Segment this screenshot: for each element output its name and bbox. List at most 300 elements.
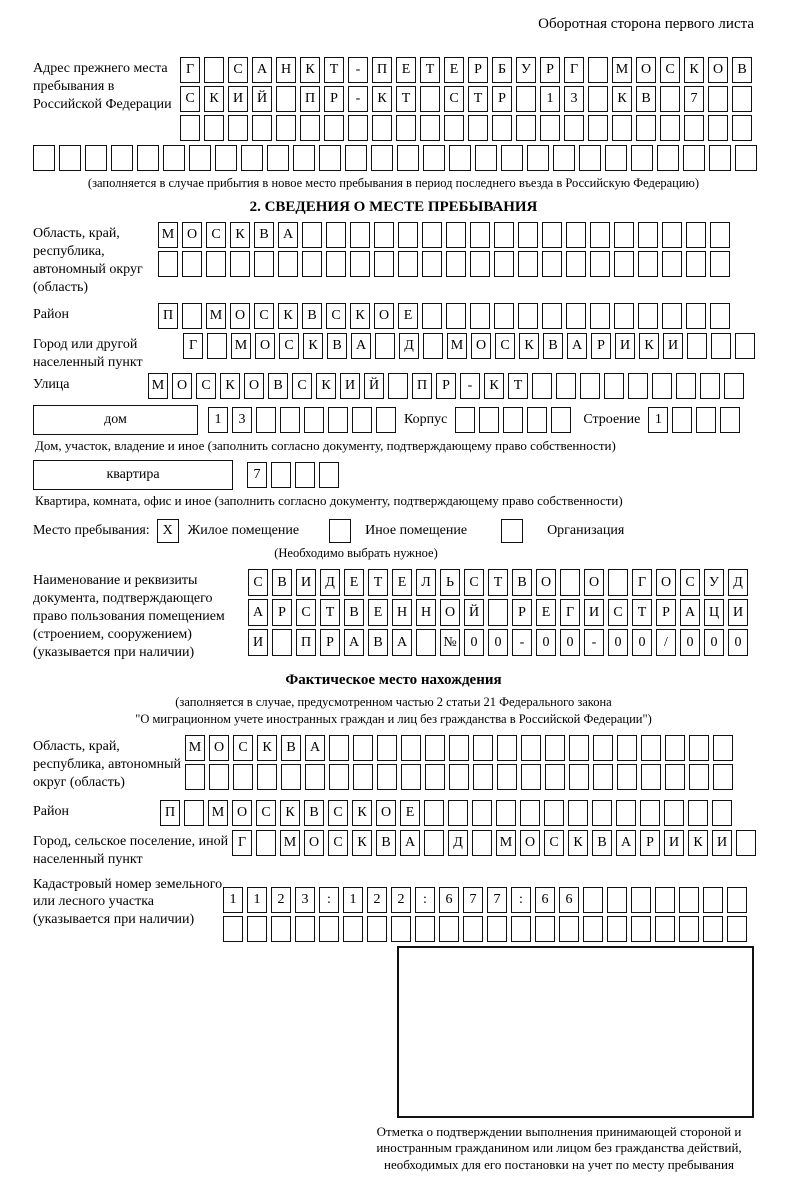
char-box[interactable]: В — [254, 222, 274, 248]
char-box[interactable] — [319, 145, 341, 171]
char-box[interactable] — [540, 115, 560, 141]
char-box[interactable] — [305, 764, 325, 790]
char-box[interactable]: С — [292, 373, 312, 399]
char-box[interactable] — [544, 800, 564, 826]
char-box[interactable]: - — [460, 373, 480, 399]
char-box[interactable] — [473, 764, 493, 790]
char-box[interactable]: 1 — [208, 407, 228, 433]
char-box[interactable]: В — [302, 303, 322, 329]
char-box[interactable]: 1 — [223, 887, 243, 913]
char-box[interactable] — [676, 373, 696, 399]
char-box[interactable] — [473, 735, 493, 761]
char-box[interactable]: И — [663, 333, 683, 359]
char-box[interactable] — [497, 764, 517, 790]
char-box[interactable] — [367, 916, 387, 942]
char-box[interactable] — [326, 222, 346, 248]
char-box[interactable] — [590, 303, 610, 329]
char-box[interactable]: С — [464, 569, 484, 596]
char-box[interactable] — [247, 916, 267, 942]
char-box[interactable] — [684, 115, 704, 141]
char-box[interactable] — [662, 303, 682, 329]
char-box[interactable]: В — [543, 333, 563, 359]
char-box[interactable]: Н — [392, 599, 412, 626]
char-box[interactable] — [590, 222, 610, 248]
char-box[interactable]: В — [512, 569, 532, 596]
char-box[interactable] — [398, 251, 418, 277]
char-box[interactable]: О — [536, 569, 556, 596]
char-box[interactable]: 0 — [536, 629, 556, 656]
char-box[interactable] — [662, 251, 682, 277]
char-box[interactable]: - — [584, 629, 604, 656]
char-box[interactable] — [686, 303, 706, 329]
char-box[interactable]: Й — [364, 373, 384, 399]
char-box[interactable]: В — [368, 629, 388, 656]
char-box[interactable] — [608, 569, 628, 596]
char-box[interactable] — [420, 115, 440, 141]
char-box[interactable]: С — [206, 222, 226, 248]
char-box[interactable] — [348, 115, 368, 141]
char-box[interactable] — [424, 830, 444, 856]
char-box[interactable]: Е — [398, 303, 418, 329]
char-box[interactable]: К — [352, 800, 372, 826]
char-box[interactable] — [300, 115, 320, 141]
char-box[interactable]: Т — [396, 86, 416, 112]
char-box[interactable]: 0 — [488, 629, 508, 656]
char-box[interactable]: 3 — [564, 86, 584, 112]
char-box[interactable] — [353, 735, 373, 761]
char-box[interactable] — [712, 800, 732, 826]
char-box[interactable] — [377, 735, 397, 761]
apartment-type-box[interactable]: квартира — [33, 460, 233, 490]
char-box[interactable] — [494, 303, 514, 329]
char-box[interactable] — [329, 735, 349, 761]
char-box[interactable]: И — [340, 373, 360, 399]
char-box[interactable] — [735, 145, 757, 171]
char-box[interactable] — [271, 462, 291, 488]
char-box[interactable]: Е — [392, 569, 412, 596]
char-box[interactable]: Ь — [440, 569, 460, 596]
char-box[interactable] — [281, 764, 301, 790]
char-box[interactable] — [689, 764, 709, 790]
char-box[interactable] — [423, 333, 443, 359]
char-box[interactable]: 6 — [439, 887, 459, 913]
char-box[interactable]: С — [228, 57, 248, 83]
char-box[interactable] — [449, 145, 471, 171]
char-box[interactable] — [640, 800, 660, 826]
char-box[interactable]: С — [328, 800, 348, 826]
char-box[interactable] — [710, 222, 730, 248]
char-box[interactable] — [204, 57, 224, 83]
char-box[interactable] — [401, 764, 421, 790]
char-box[interactable]: 0 — [728, 629, 748, 656]
char-box[interactable] — [233, 764, 253, 790]
char-box[interactable]: К — [350, 303, 370, 329]
char-box[interactable] — [319, 462, 339, 488]
char-box[interactable]: С — [444, 86, 464, 112]
char-box[interactable] — [295, 462, 315, 488]
char-box[interactable] — [588, 57, 608, 83]
char-box[interactable] — [703, 916, 723, 942]
char-box[interactable]: У — [704, 569, 724, 596]
char-box[interactable] — [184, 800, 204, 826]
char-box[interactable]: 2 — [391, 887, 411, 913]
char-box[interactable]: И — [228, 86, 248, 112]
char-box[interactable] — [724, 373, 744, 399]
char-box[interactable]: Р — [591, 333, 611, 359]
char-box[interactable] — [252, 115, 272, 141]
char-box[interactable]: П — [158, 303, 178, 329]
char-box[interactable] — [638, 303, 658, 329]
char-box[interactable] — [439, 916, 459, 942]
char-box[interactable] — [708, 115, 728, 141]
char-box[interactable] — [628, 373, 648, 399]
char-box[interactable] — [423, 145, 445, 171]
char-box[interactable]: 0 — [560, 629, 580, 656]
char-box[interactable]: 7 — [487, 887, 507, 913]
char-box[interactable] — [228, 115, 248, 141]
char-box[interactable] — [657, 145, 679, 171]
char-box[interactable] — [326, 251, 346, 277]
char-box[interactable] — [468, 115, 488, 141]
char-box[interactable]: А — [616, 830, 636, 856]
char-box[interactable] — [636, 115, 656, 141]
char-box[interactable] — [542, 251, 562, 277]
char-box[interactable]: К — [519, 333, 539, 359]
char-box[interactable] — [501, 145, 523, 171]
char-box[interactable]: С — [328, 830, 348, 856]
char-box[interactable]: С — [680, 569, 700, 596]
char-box[interactable]: 0 — [464, 629, 484, 656]
char-box[interactable] — [276, 115, 296, 141]
stay-option-checkbox-residential[interactable]: X — [157, 519, 179, 543]
char-box[interactable] — [241, 145, 263, 171]
char-box[interactable] — [638, 251, 658, 277]
char-box[interactable] — [496, 800, 516, 826]
char-box[interactable]: К — [204, 86, 224, 112]
char-box[interactable] — [732, 115, 752, 141]
char-box[interactable]: К — [688, 830, 708, 856]
char-box[interactable] — [711, 333, 731, 359]
char-box[interactable]: М — [206, 303, 226, 329]
char-box[interactable]: О — [471, 333, 491, 359]
char-box[interactable] — [422, 222, 442, 248]
char-box[interactable]: 0 — [632, 629, 652, 656]
char-box[interactable] — [631, 916, 651, 942]
char-box[interactable]: С — [248, 569, 268, 596]
char-box[interactable] — [267, 145, 289, 171]
char-box[interactable] — [736, 830, 756, 856]
char-box[interactable] — [372, 115, 392, 141]
char-box[interactable] — [415, 916, 435, 942]
char-box[interactable]: О — [708, 57, 728, 83]
char-box[interactable]: А — [278, 222, 298, 248]
char-box[interactable] — [444, 115, 464, 141]
char-box[interactable]: М — [280, 830, 300, 856]
char-box[interactable] — [59, 145, 81, 171]
char-box[interactable]: 1 — [343, 887, 363, 913]
char-box[interactable] — [687, 333, 707, 359]
char-box[interactable] — [302, 222, 322, 248]
char-box[interactable]: - — [348, 57, 368, 83]
char-box[interactable]: 3 — [232, 407, 252, 433]
char-box[interactable] — [520, 800, 540, 826]
char-box[interactable] — [352, 407, 372, 433]
char-box[interactable] — [492, 115, 512, 141]
char-box[interactable]: О — [209, 735, 229, 761]
char-box[interactable]: - — [512, 629, 532, 656]
char-box[interactable] — [532, 373, 552, 399]
char-box[interactable]: М — [612, 57, 632, 83]
char-box[interactable] — [535, 916, 555, 942]
stay-option-checkbox-other[interactable] — [329, 519, 351, 543]
char-box[interactable] — [516, 86, 536, 112]
char-box[interactable] — [470, 251, 490, 277]
char-box[interactable] — [735, 333, 755, 359]
char-box[interactable]: С — [279, 333, 299, 359]
char-box[interactable] — [345, 145, 367, 171]
char-box[interactable] — [614, 222, 634, 248]
char-box[interactable] — [416, 629, 436, 656]
char-box[interactable]: : — [511, 887, 531, 913]
char-box[interactable]: А — [305, 735, 325, 761]
char-box[interactable] — [376, 407, 396, 433]
char-box[interactable] — [488, 599, 508, 626]
char-box[interactable] — [497, 735, 517, 761]
char-box[interactable] — [455, 407, 475, 433]
char-box[interactable] — [295, 916, 315, 942]
char-box[interactable]: С — [196, 373, 216, 399]
char-box[interactable]: Р — [468, 57, 488, 83]
char-box[interactable]: 2 — [367, 887, 387, 913]
char-box[interactable] — [545, 735, 565, 761]
char-box[interactable] — [631, 145, 653, 171]
char-box[interactable]: С — [256, 800, 276, 826]
char-box[interactable]: О — [636, 57, 656, 83]
char-box[interactable]: Р — [324, 86, 344, 112]
char-box[interactable]: Е — [344, 569, 364, 596]
char-box[interactable] — [215, 145, 237, 171]
char-box[interactable] — [568, 800, 588, 826]
char-box[interactable] — [271, 916, 291, 942]
char-box[interactable] — [708, 86, 728, 112]
char-box[interactable]: 1 — [648, 407, 668, 433]
char-box[interactable] — [388, 373, 408, 399]
char-box[interactable] — [256, 407, 276, 433]
char-box[interactable]: В — [304, 800, 324, 826]
char-box[interactable] — [503, 407, 523, 433]
char-box[interactable]: № — [440, 629, 460, 656]
char-box[interactable]: Е — [400, 800, 420, 826]
char-box[interactable]: Ц — [704, 599, 724, 626]
char-box[interactable] — [377, 764, 397, 790]
char-box[interactable]: Р — [492, 86, 512, 112]
char-box[interactable] — [542, 303, 562, 329]
char-box[interactable]: Б — [492, 57, 512, 83]
char-box[interactable] — [518, 222, 538, 248]
char-box[interactable]: И — [664, 830, 684, 856]
char-box[interactable] — [672, 407, 692, 433]
char-box[interactable] — [350, 222, 370, 248]
char-box[interactable]: 7 — [684, 86, 704, 112]
char-box[interactable]: П — [300, 86, 320, 112]
char-box[interactable] — [182, 251, 202, 277]
char-box[interactable] — [518, 251, 538, 277]
char-box[interactable] — [398, 222, 418, 248]
char-box[interactable]: К — [278, 303, 298, 329]
char-box[interactable]: К — [612, 86, 632, 112]
char-box[interactable] — [209, 764, 229, 790]
char-box[interactable]: И — [728, 599, 748, 626]
char-box[interactable] — [560, 569, 580, 596]
char-box[interactable] — [607, 916, 627, 942]
char-box[interactable] — [371, 145, 393, 171]
char-box[interactable]: С — [608, 599, 628, 626]
char-box[interactable] — [180, 115, 200, 141]
char-box[interactable] — [475, 145, 497, 171]
char-box[interactable]: С — [296, 599, 316, 626]
char-box[interactable]: - — [348, 86, 368, 112]
char-box[interactable]: Т — [420, 57, 440, 83]
char-box[interactable]: В — [268, 373, 288, 399]
char-box[interactable] — [446, 251, 466, 277]
char-box[interactable] — [424, 800, 444, 826]
char-box[interactable]: С — [660, 57, 680, 83]
char-box[interactable] — [662, 222, 682, 248]
char-box[interactable]: А — [252, 57, 272, 83]
char-box[interactable] — [641, 735, 661, 761]
char-box[interactable] — [420, 86, 440, 112]
char-box[interactable] — [137, 145, 159, 171]
char-box[interactable]: Д — [399, 333, 419, 359]
char-box[interactable]: О — [304, 830, 324, 856]
char-box[interactable]: М — [158, 222, 178, 248]
char-box[interactable]: Е — [536, 599, 556, 626]
char-box[interactable] — [679, 887, 699, 913]
char-box[interactable]: В — [636, 86, 656, 112]
char-box[interactable]: 7 — [463, 887, 483, 913]
char-box[interactable]: 1 — [540, 86, 560, 112]
char-box[interactable] — [472, 800, 492, 826]
char-box[interactable]: Т — [320, 599, 340, 626]
char-box[interactable]: Т — [508, 373, 528, 399]
char-box[interactable] — [566, 222, 586, 248]
char-box[interactable]: П — [160, 800, 180, 826]
char-box[interactable]: Е — [444, 57, 464, 83]
char-box[interactable]: О — [656, 569, 676, 596]
char-box[interactable]: И — [248, 629, 268, 656]
char-box[interactable]: К — [230, 222, 250, 248]
char-box[interactable]: К — [316, 373, 336, 399]
char-box[interactable]: Н — [276, 57, 296, 83]
char-box[interactable]: О — [374, 303, 394, 329]
char-box[interactable] — [703, 887, 723, 913]
char-box[interactable] — [163, 145, 185, 171]
char-box[interactable]: 7 — [247, 462, 267, 488]
char-box[interactable]: 1 — [247, 887, 267, 913]
char-box[interactable] — [710, 303, 730, 329]
char-box[interactable]: А — [680, 599, 700, 626]
char-box[interactable]: Е — [368, 599, 388, 626]
char-box[interactable]: Р — [656, 599, 676, 626]
char-box[interactable] — [207, 333, 227, 359]
char-box[interactable]: Н — [416, 599, 436, 626]
char-box[interactable] — [612, 115, 632, 141]
char-box[interactable] — [518, 303, 538, 329]
char-box[interactable] — [511, 916, 531, 942]
char-box[interactable] — [472, 830, 492, 856]
char-box[interactable] — [397, 145, 419, 171]
char-box[interactable] — [182, 303, 202, 329]
char-box[interactable] — [709, 145, 731, 171]
char-box[interactable]: К — [257, 735, 277, 761]
char-box[interactable] — [463, 916, 483, 942]
char-box[interactable]: М — [231, 333, 251, 359]
char-box[interactable] — [696, 407, 716, 433]
char-box[interactable] — [727, 887, 747, 913]
char-box[interactable]: Р — [320, 629, 340, 656]
char-box[interactable]: П — [412, 373, 432, 399]
char-box[interactable] — [494, 251, 514, 277]
char-box[interactable] — [614, 251, 634, 277]
char-box[interactable]: Д — [448, 830, 468, 856]
char-box[interactable] — [566, 303, 586, 329]
char-box[interactable] — [353, 764, 373, 790]
char-box[interactable] — [713, 735, 733, 761]
char-box[interactable]: К — [303, 333, 323, 359]
char-box[interactable] — [679, 916, 699, 942]
char-box[interactable]: 3 — [295, 887, 315, 913]
char-box[interactable]: Т — [488, 569, 508, 596]
char-box[interactable] — [713, 764, 733, 790]
char-box[interactable] — [559, 916, 579, 942]
char-box[interactable]: О — [172, 373, 192, 399]
char-box[interactable] — [223, 916, 243, 942]
char-box[interactable] — [686, 251, 706, 277]
stay-option-checkbox-organization[interactable] — [501, 519, 523, 543]
char-box[interactable] — [588, 115, 608, 141]
char-box[interactable]: К — [568, 830, 588, 856]
char-box[interactable]: Р — [272, 599, 292, 626]
char-box[interactable] — [446, 222, 466, 248]
char-box[interactable]: И — [712, 830, 732, 856]
char-box[interactable]: К — [684, 57, 704, 83]
char-box[interactable]: О — [584, 569, 604, 596]
char-box[interactable]: / — [656, 629, 676, 656]
char-box[interactable] — [185, 764, 205, 790]
char-box[interactable] — [527, 407, 547, 433]
char-box[interactable] — [542, 222, 562, 248]
char-box[interactable]: Л — [416, 569, 436, 596]
char-box[interactable] — [521, 764, 541, 790]
char-box[interactable]: Г — [183, 333, 203, 359]
char-box[interactable]: О — [244, 373, 264, 399]
char-box[interactable] — [293, 145, 315, 171]
char-box[interactable]: В — [327, 333, 347, 359]
char-box[interactable] — [605, 145, 627, 171]
char-box[interactable] — [449, 764, 469, 790]
char-box[interactable] — [631, 887, 651, 913]
house-type-box[interactable]: дом — [33, 405, 198, 435]
char-box[interactable] — [638, 222, 658, 248]
char-box[interactable] — [319, 916, 339, 942]
char-box[interactable] — [396, 115, 416, 141]
char-box[interactable]: Т — [632, 599, 652, 626]
char-box[interactable] — [254, 251, 274, 277]
char-box[interactable] — [590, 251, 610, 277]
char-box[interactable] — [604, 373, 624, 399]
char-box[interactable] — [448, 800, 468, 826]
char-box[interactable] — [85, 145, 107, 171]
